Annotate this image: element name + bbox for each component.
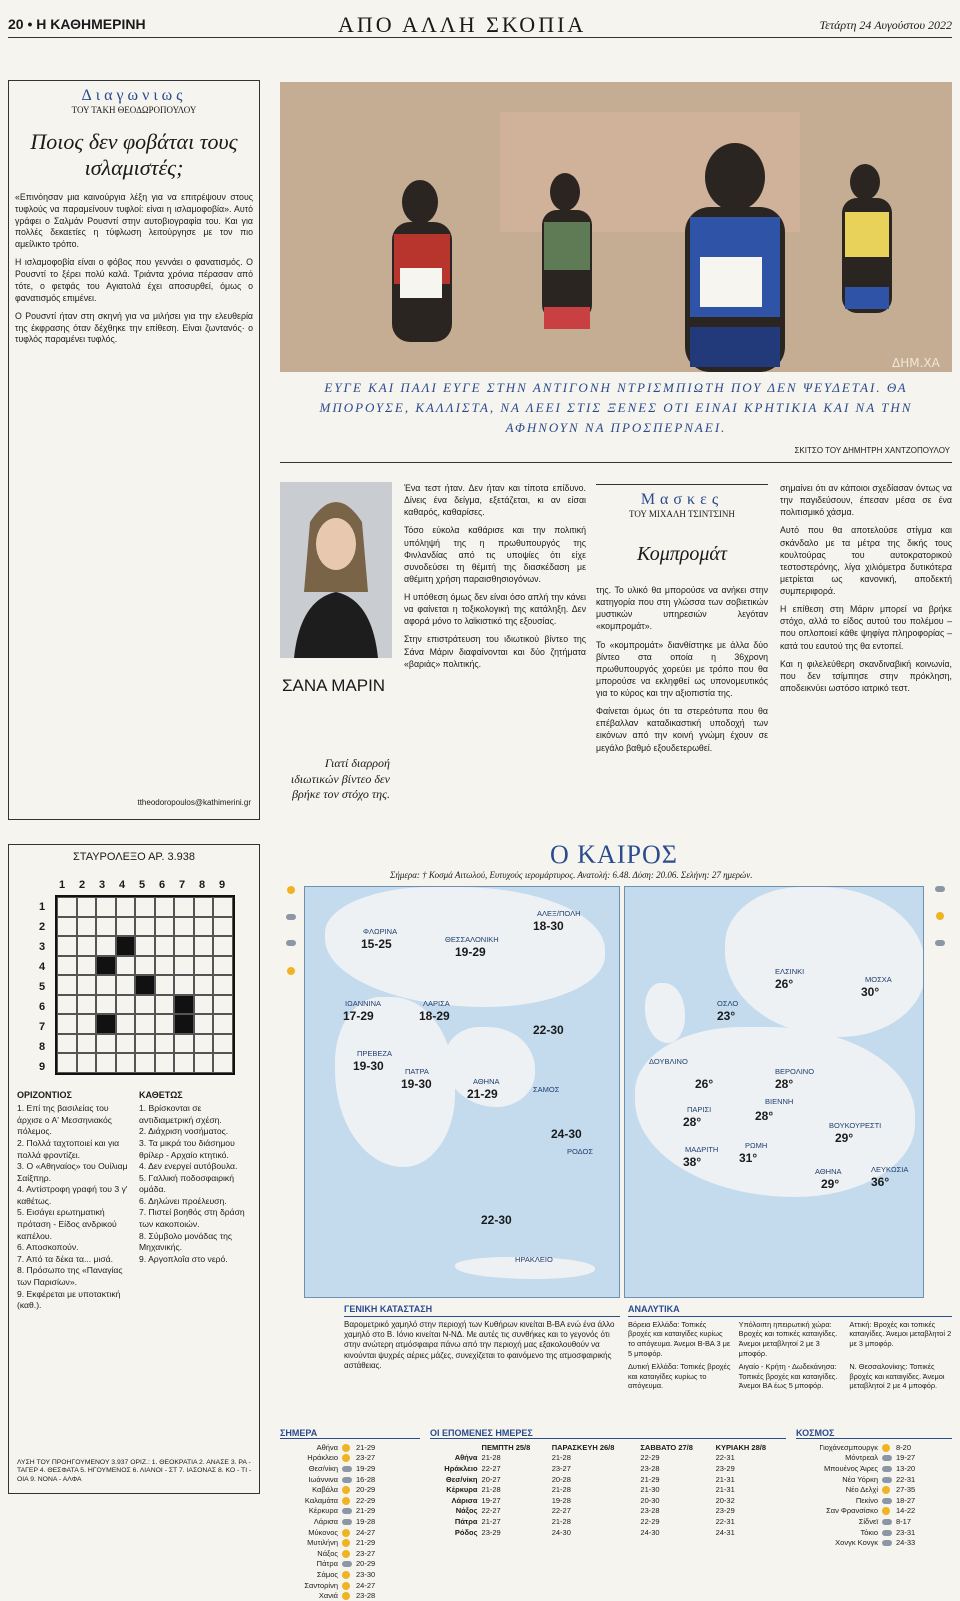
map-city: ΕΛΣΙΝΚΙ [775, 967, 805, 976]
table-row: Χονγκ Κονγκ 24-33 [835, 1538, 916, 1548]
article-column-1: Ένα τεστ ήταν. Δεν ήταν και τίποτα επίδυνο. Δίνεις ένα δείγμα, εξετάζεται, κι αν είσαι καθαρός, καθαρίσες. Τόσο εύκολα καθάρισε και την πολιτική υπόληψή της η πρωθυπουργός της Φινλανδίας από τις υποψίες ότι είχε συνοδεύσει τη θέμιτή της διασκέδαση με αθέμιτη χρήση παραισθησιογόνων. Η υπόθεση όμως δεν είναι όσο απλή την κάνει να φαίνεται η τοξικολογική της κατάληξη. Δεν αφορά μόνο το λαϊκιστικό της εξουσίας. Στην επιστράτευση του ιδιωτικού βίντεο της Σάνα Μάριν διαφαίνονται και δύο ζητήματα «βαριάς» πολιτικής. [404, 483, 586, 669]
map-city: ΙΩΑΝΝΙΝΑ [345, 999, 382, 1008]
map-city: ΛΑΡΙΣΑ [423, 999, 450, 1008]
world-table: ΚΟΣΜΟΣ Γιοχάνεσμπουργκ 8-20 Μόντρεαλ 19-27 Μπουένος Άιρες 13-20 Νέα Υόρκη 22-31 Νέο Δελχί 27-35 Πεκίνο 18-27 Σαν Φρανσίσκο 14-22 Σίδνεϊ 8-17 Τόκιο 23-31 Χονγκ Κονγκ 24-33 [796, 1428, 952, 1548]
map-temp: 28° [683, 1115, 702, 1129]
table-row: Νάξος 22-27 22-27 23-28 23-29 [455, 1506, 735, 1516]
issue-date: Τετάρτη 24 Αυγούστου 2022 [819, 18, 952, 32]
table-row: Μπουένος Άιρες 13-20 [823, 1463, 916, 1473]
next-days-table: ΟΙ ΕΠΟΜΕΝΕΣ ΗΜΕΡΕΣ ΠΕΜΠΤΗ 25/8 ΠΑΡΑΣΚΕΥΗ 26/8 ΣΑΒΒΑΤΟ 27/8 ΚΥΡΙΑΚΗ 28/8 Αθήνα 21-28 21-28 22-29 22-31 Ηράκλειο 22-27 23-27 23-28 23-29 Θεσ/νίκη 20-27 20-28 21-29 21-31 Κέρκυρα 21-28 21-28 21-30 21-31 Λάρισα 19-27 19-28 20-30 20-32 Νάξος 22-27 22-27 23-28 23-29 Πάτρα 21-27 21-28 22-29 22-31 Ρόδος 23-29 24-30 24-30 24-31 [430, 1428, 786, 1537]
map-temp: 28° [755, 1109, 774, 1123]
sun-icon [287, 886, 295, 894]
map-temp: 19-30 [353, 1059, 384, 1073]
table-row: Μόντρεαλ 19-27 [845, 1453, 916, 1463]
today-table: ΣΗΜΕΡΑ Αθήνα 21-29 Ηράκλειο 23-27 Θεσ/νίκη 19-29 Ιωάννινα 16-28 Καβάλα 20-29 Καλαμάτα 22-29 Κέρκυρα 21-29 Λάρισα 19-28 Μύκονος 24-27 Μυτιλήνη 21-29 Νάξος 23-27 Πάτρα 20-29 Σάμος 23-30 Σαντορίνη 24-27 Χανιά 23-28 [280, 1428, 420, 1601]
map-temp: 18-30 [533, 919, 564, 933]
sun-icon [342, 1444, 350, 1452]
sana-marin-photo [280, 482, 392, 658]
pull-quote: Γιατί διαρροή ιδιωτικών βίντεο δεν βρήκε τον στόχο της. [290, 756, 390, 802]
table-row: Λάρισα 19-27 19-28 20-30 20-32 [451, 1495, 735, 1505]
table-row: Σαν Φρανσίσκο 14-22 [826, 1506, 916, 1516]
weather-legend-left [280, 886, 302, 995]
table-row: Ηράκλειο 23-27 [307, 1453, 376, 1463]
table-row: Σαντορίνη 24-27 [304, 1580, 376, 1590]
divider [280, 462, 952, 463]
previous-solution: ΛΥΣΗ ΤΟΥ ΠΡΟΗΓΟΥΜΕΝΟΥ 3.937 ΟΡΙΖ.: 1. ΘΕΟΚΡΑΤΙΑ 2. ΑΝΑΣΕ 3. ΡΑ - ΤΑΓΕΡ 4. ΘΕΣΦΑΤΑ 5. ΗΓΟΥΜΕΝΟΣ 6. ΛΙΑΝΟΙ - ΣΤ 7. ΙΑΣΟΝΑΣ 8. ΚΟ - ΤΙ - ΟΙΑ 9. ΝΟΝΑ - ΑΛΦΑ [17, 1458, 252, 1484]
map-city: ΔΟΥΒΛΙΝΟ [649, 1057, 688, 1066]
front-icon [935, 886, 945, 892]
table-row: Κέρκυρα 21-29 [308, 1506, 376, 1516]
table-row: Θεσ/νίκη 20-27 20-28 21-29 21-31 [445, 1474, 735, 1484]
map-city: ΡΩΜΗ [745, 1141, 768, 1150]
map-temp: 30° [861, 985, 880, 999]
map-temp: 22-30 [481, 1213, 512, 1227]
table-row: Πάτρα 21-27 21-28 22-29 22-31 [454, 1516, 735, 1526]
row-numbers: 1 2 3 4 5 6 7 8 9 [39, 901, 46, 1073]
map-city: ΑΘΗΝΑ [815, 1167, 842, 1176]
author-email[interactable]: ttheodoropoulos@kathimerini.gr [137, 798, 251, 807]
masthead [8, 6, 952, 38]
map-city: ΒΙΕΝΝΗ [765, 1097, 794, 1106]
cartoon-caption: ΕΥΓΕ ΚΑΙ ΠΑΛΙ ΕΥΓΕ ΣΤΗΝ ΑΝΤΙΓΟΝΗ ΝΤΡΙΣΜΠΙΩΤΗ ΠΟΥ ΔΕΝ ΨΕΥΔΕΤΑΙ. ΘΑ ΜΠΟΡΟΥΣΕ, ΚΑΛΛΙΣΤΑ, ΝΑ ΛΕΕΙ ΣΤΙΣ ΞΕΝΕΣ ΟΤΙ ΕΙΝΑΙ ΚΡΗΤΙΚΙΑ ΚΑΙ ΝΑ ΤΗΝ ΑΦΗΝΟΥΝ ΝΑ ΠΡΟΣΠΕΡΝΑΕΙ. [319, 380, 913, 436]
crossword-clues [17, 1089, 255, 1312]
map-temp: 28° [775, 1077, 794, 1091]
map-temp: 31° [739, 1151, 758, 1165]
table-row: Χανιά 23-28 [318, 1591, 376, 1601]
map-temp: 24-30 [551, 1127, 582, 1141]
map-city: ΛΕΥΚΩΣΙΑ [871, 1165, 909, 1174]
map-city: ΜΑΔΡΙΤΗ [685, 1145, 719, 1154]
table-row: Καλαμάτα 22-29 [304, 1495, 376, 1505]
cartoon-credit: ΣΚΙΤΣΟ ΤΟΥ ΔΗΜΗΤΡΗ ΧΑΝΤΖΟΠΟΥΛΟΥ [794, 446, 950, 455]
table-row: Θεσ/νίκη 19-29 [308, 1463, 376, 1473]
article-column-2: της. Το υλικό θα μπορούσε να ανήκει στην κατηγορία που στη γλώσσα των σοβιετικών μυστικών υπηρεσιών λεγόταν «κομπρομάτ». Το «κομπρομάτ» διανθίστηκε με άλλα δύο βίντεο στα οποία η 36χρονη πρωθυπουργός χορεύει με τρόπο που θα μπορούσε να εκληφθεί ως υπονομευτικός για το κύρος και την αξιοπιστία της. Φαίνεται όμως ότι τα στερεότυπα που θα επέβαλλαν καταδικαστική υποδοχή των εικόνων από την κοινή γνώμη έχουν σε μεγάλο βαθμό εξουδετερωθεί. [596, 585, 768, 753]
section-title: ΑΠΟ ΑΛΛΗ ΣΚΟΠΙΑ [338, 12, 587, 37]
analytical-forecast: ΑΝΑΛΥΤΙΚΑ Βόρεια Ελλάδα: Τοπικές βροχές και καταιγίδες κυρίως το απόγευμα. Άνεμοι Β-ΒΑ 3 με 5 μποφόρ. Υπόλοιπη ηπειρωτική χώρα: Βροχές και τοπικές καταιγίδες. Άνεμοι μεταβλητοί 2 με 3 μποφόρ. Αττική: Βροχές και τοπικές καταιγίδες. Άνεμοι μεταβλητοί 2 με 3 μποφόρ. Δυτική Ελλάδα: Τοπικές βροχές και καταιγίδες κυρίως το απόγευμα. Αιγαίο - Κρήτη - Δωδεκάνησα: Τοπικές βροχές και καταιγίδες. Άνεμοι ΒΑ έως 5 μποφόρ. Ν. Θεσσαλονίκης: Τοπικές βροχές και καταιγίδες. Άνεμοι μεταβλητοί 2 με 4 μποφόρ. [628, 1304, 952, 1391]
crossword-panel [8, 844, 260, 1494]
map-city: ΟΣΛΟ [717, 999, 739, 1008]
table-row: Πάτρα 20-29 [316, 1559, 376, 1569]
table-row: Νέο Δελχί 27-35 [845, 1485, 916, 1495]
map-city: ΠΑΤΡΑ [405, 1067, 429, 1076]
map-temp: 19-30 [401, 1077, 432, 1091]
rain-icon [286, 940, 296, 946]
weather-subtitle: Σήμερα: † Κοσμά Αιτωλού, Ευτυχούς ιερομάρτυρος. Ανατολή: 6.48. Δύση: 20.06. Σελήνη: 27 ημερών. [390, 870, 753, 880]
high-pressure-icon [936, 912, 944, 920]
crossword-grid[interactable] [55, 895, 235, 1075]
greece-map [304, 886, 620, 1298]
partly-cloudy-icon [287, 967, 295, 975]
table-row: Νέα Υόρκη 22-31 [842, 1474, 916, 1484]
map-temp: 29° [821, 1177, 840, 1191]
map-temp: 18-29 [419, 1009, 450, 1023]
map-temp: 17-29 [343, 1009, 374, 1023]
table-row: Αθήνα 21-28 21-28 22-29 22-31 [454, 1453, 735, 1463]
column-headline: Ποιος δεν φοβάται τους ισλαμιστές; [30, 129, 238, 181]
low-pressure-icon [935, 940, 945, 946]
column-author: ΤΟΥ ΤΑΚΗ ΘΕΟΔΩΡΟΠΟΥΛΟΥ [71, 105, 197, 115]
crossword-title: ΣΤΑΥΡΟΛΕΞΟ ΑΡ. 3.938 [73, 851, 195, 863]
column-name: Διαγωνιως [81, 87, 187, 104]
cloud-icon [286, 914, 296, 920]
down-clues: ΚΑΘΕΤΩΣ 1. Βρίσκονται σε αντιδιαμετρική σχέση. 2. Διάχριση νοσήματος. 3. Τα μικρά του διάσημου θρίλερ - Αρχαίο κτητικό. 4. Δεν ενεργεί αυτόβουλα. 5. Γαλλική ποδοσφαιρική ομάδα. 6. Δηλώνει προέλευση. 7. Πιστεί βοηθός στη δράση των κακοποιών. 8. Σύμβολο μονάδας της Μηχανικής. 9. Αργοπλοΐα στο νερό. [139, 1090, 245, 1264]
map-city: ΡΟΔΟΣ [567, 1147, 594, 1156]
map-city: ΠΡΕΒΕΖΑ [357, 1049, 393, 1058]
across-clues: ΟΡΙΖΟΝΤΙΟΣ 1. Επί της βασιλείας του άρχισε ο Α' Μεσσηνιακός πόλεμος. 2. Πολλά ταχτοποιεί και για πολλά φροντίζει. 3. Ο «Αθηναίος» του Ουίλιαμ Σαίξπηρ. 4. Αντίστροφη γραφή του 3 γ' καθέτως. 5. Εισάγει ερωτηματική πρόταση - Είδος ανδρικού καπέλου. 6. Αποσκοπούν. 7. Από τα δέκα τα... μισά. 8. Πρόσωπο της «Παναγίας των Παρισίων». 9. Εκφέρεται με υποτακτική (καθ.). [17, 1090, 128, 1311]
cartoonist-signature: ΔΗΜ.ΧΑ [892, 356, 940, 370]
map-city: ΠΑΡΙΣΙ [687, 1105, 712, 1114]
table-row: Κέρκυρα 21-28 21-28 21-30 21-31 [446, 1485, 735, 1495]
table-row: Σάμος 23-30 [316, 1569, 376, 1579]
map-temp: 22-30 [533, 1023, 564, 1037]
page-number: 20 • Η ΚΑΘΗΜΕΡΙΝΗ [8, 16, 146, 32]
table-row: Γιοχάνεσμπουργκ 8-20 [819, 1442, 912, 1452]
map-temp: 23° [717, 1009, 736, 1023]
map-temp: 29° [835, 1131, 854, 1145]
maskes-headline: Κομπρομάτ [636, 543, 728, 565]
map-temp: 15-25 [361, 937, 392, 951]
weather-title: Ο ΚΑΙΡΟΣ [550, 840, 678, 869]
map-temp: 38° [683, 1155, 702, 1169]
map-city: ΜΟΣΧΑ [865, 975, 892, 984]
table-row: Μυτιλήνη 21-29 [307, 1538, 376, 1548]
map-city: ΒΕΡΟΛΙΝΟ [775, 1067, 815, 1076]
map-city: ΣΑΜΟΣ [533, 1085, 560, 1094]
article-column-3: σημαίνει ότι αν κάποιοι σχεδίασαν όντως να την παγιδεύσουν, έπεσαν μέσα σε ένα πολιτισμικό χάσμα. Αυτό που θα αποτελούσε στίγμα και σκάνδαλο με τα μέτρα της δικής τους κουλτούρας του αυτοκρατορικού τεστοστερόνης, λίγα χιλιόμετρα δυτικότερα μετρίεται ως κανονική, αποδεκτή συμπεριφορά. Η επίθεση στη Μάριν μπορεί να βρήκε στόχο, αλλά το είδος αυτού του πολέμου – που οπλοποιεί κάθε ψηφίγα πληροφορίας – κατά του εαυτού της θα εντοπεί. Και η φιλελεύθερη σκανδιναβική κοινωνία, που δεν τσίμπησε στην πρόκληση, αποδεικνύει ωστόσο ιατρικό τεστ. [780, 483, 952, 693]
weather-legend-right [928, 886, 952, 967]
runners-drawing [280, 82, 952, 372]
table-row: Αθήνα 21-29 [316, 1442, 376, 1452]
weather-section [280, 840, 952, 1601]
table-row: Λάρισα 19-28 [313, 1516, 376, 1526]
table-row: Ηράκλειο 22-27 23-27 23-28 23-29 [444, 1463, 735, 1473]
map-temp: 36° [871, 1175, 890, 1189]
table-row: Ιωάννινα 16-28 [308, 1474, 376, 1484]
table-row: Πεκίνο 18-27 [855, 1495, 916, 1505]
map-temp: 26° [775, 977, 794, 991]
table-row: Μύκονος 24-27 [308, 1527, 376, 1537]
maskes-header [596, 484, 768, 576]
map-city: ΗΡΑΚΛΕΙΟ [515, 1255, 553, 1264]
map-city: ΘΕΣΣΑΛΟΝΙΚΗ [445, 935, 499, 944]
sana-marin-name: ΣΑΝΑ ΜΑΡΙΝ [282, 676, 386, 695]
map-city: ΑΘΗΝΑ [473, 1077, 500, 1086]
maskes-author: ΤΟΥ ΜΙΧΑΛΗ ΤΣΙΝΤΣΙΝΗ [629, 509, 735, 519]
table-row: Σίδνεϊ 8-17 [858, 1516, 912, 1526]
table-row: Ρόδος 23-29 24-30 24-30 24-31 [454, 1527, 735, 1537]
map-temp: 26° [695, 1077, 714, 1091]
map-city: ΑΛΕΞ/ΠΟΛΗ [537, 909, 581, 918]
maskes-name: Μασκες [596, 484, 768, 509]
portrait-image [280, 482, 392, 658]
table-row: Καβάλα 20-29 [312, 1485, 376, 1495]
table-row: Τόκιο 23-31 [860, 1527, 916, 1537]
table-row: Νάξος 23-27 [317, 1548, 376, 1558]
column-body: «Επινόησαν μια καινούργια λέξη για να επιτρέψουν στους τυφλούς να παραμείνουν τυφλοί: είναι η ισλαμοφοβία». Αυτό γράφει ο Σαλμάν Ρουσντί στην αυτοβιογραφία του. Και για πολλές δεκαετίες η τύφλωση λειτούργησε με τον πιο αμείλικτο τρόπο. Η ισλαμοφοβία είναι ο φόβος που γεννάει ο φανατισμός. Ο Ρουσντί το ξέρει πολύ καλά. Τριάντα χρόνια πέρασαν από τότε, ο φετφάς του Αγιατολά έχει αποσυρθεί, όμως ο φανατισμός επιμένει. Ο Ρουσντί ήταν στη σκηνή για να μιλήσει για την ελευθερία της έκφρασης όταν δέχθηκε την επίθεση. Είναι ζωντανός· ο τυφλός παραμένει τυφλός. [15, 191, 253, 345]
map-temp: 21-29 [467, 1087, 498, 1101]
map-city: ΦΛΩΡΙΝΑ [363, 927, 398, 936]
column-numbers: 1 2 3 4 5 6 7 8 9 [59, 879, 226, 891]
diagonios-column [8, 80, 260, 820]
europe-map [624, 886, 924, 1298]
general-situation: ΓΕΝΙΚΗ ΚΑΤΑΣΤΑΣΗ Βαρομετρικό χαμηλό στην περιοχή των Κυθήρων κινείται Β-ΒΑ ενώ ένα άλλο χαμηλό στο Β. Ιόνιο κινείται Ν-ΝΔ. Με αυτές τις συνθήκες και το γεγονός ότι στην ανώτερη ατμόσφαιρα πάνω από την περιοχή μας εξακολουθούν να κινούνται ψυχρές αέριες μάζες, συνεχίζεται το φαινόμενο της ατμοσφαιρικής αστάθειας. [344, 1304, 620, 1372]
map-temp: 19-29 [455, 945, 486, 959]
map-city: ΒΟΥΚΟΥΡΕΣΤΙ [829, 1121, 882, 1130]
cartoon-illustration [280, 82, 952, 372]
